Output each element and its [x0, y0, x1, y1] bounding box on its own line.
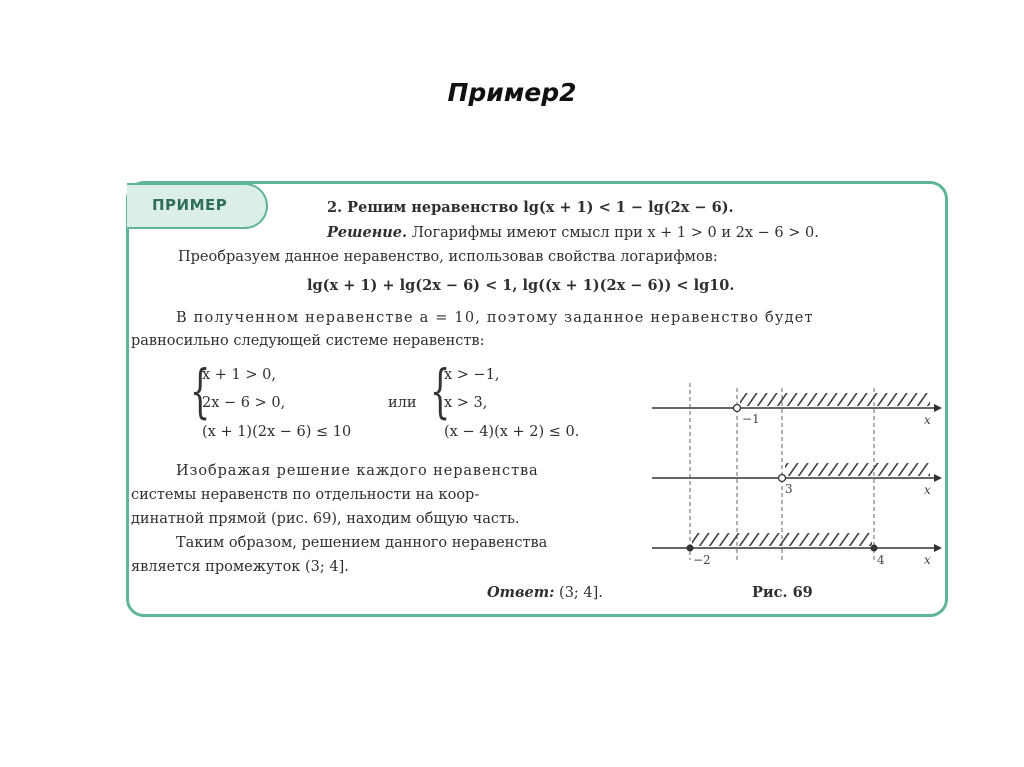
transform-text: Преобразуем данное неравенство, использовав свойства логарифмов:	[178, 249, 718, 265]
label-4: 4	[877, 553, 885, 567]
hatch-line-3	[692, 533, 872, 546]
axis-arrow-1	[934, 404, 942, 412]
axis-x-label-3: x	[924, 553, 931, 567]
closed-point-4	[871, 545, 878, 552]
problem-statement: 2. Решим неравенство lg(x + 1) < 1 − lg(2x − 6).	[327, 199, 734, 216]
hatch-line-2	[785, 463, 930, 476]
explanation-line-5: является промежуток (3; 4].	[131, 559, 349, 575]
system2-row-2: x > 3,	[444, 395, 488, 411]
system2-row-3: (x − 4)(x + 2) ≤ 0.	[444, 424, 580, 440]
brace-system-2: {	[430, 357, 451, 425]
label-3: 3	[785, 482, 793, 496]
system1-row-2: 2x − 6 > 0,	[202, 395, 286, 411]
hatch-line-1	[740, 393, 930, 406]
axis-arrow-2	[934, 474, 942, 482]
system1-row-3: (x + 1)(2x − 6) ≤ 10	[202, 424, 352, 440]
or-word: или	[388, 395, 417, 411]
explanation-line-1: Изображая решение каждого неравенства	[176, 463, 539, 479]
example-badge-label: ПРИМЕР	[152, 196, 228, 214]
axis-x-label-1: x	[924, 413, 931, 427]
figure-caption: Рис. 69	[752, 584, 813, 601]
answer-label: Ответ:	[487, 584, 555, 601]
label-minus-2: −2	[693, 553, 711, 567]
axis-arrow-3	[934, 544, 942, 552]
solution-text: Логарифмы имеют смысл при x + 1 > 0 и 2x − 6 > 0.	[411, 225, 819, 241]
closed-point-minus-2	[687, 545, 694, 552]
open-point-3	[779, 475, 786, 482]
base-line-2: равносильно следующей системе неравенств:	[131, 333, 485, 349]
open-point-minus-1	[734, 405, 741, 412]
solution-label: Решение.	[327, 224, 408, 241]
brace-system-1: {	[190, 357, 211, 425]
explanation-line-4: Таким образом, решением данного неравенства	[176, 535, 548, 551]
label-minus-1: −1	[742, 412, 760, 426]
base-line-1: В полученном неравенстве a = 10, поэтому заданное неравенство будет	[176, 310, 814, 326]
explanation-line-3: динатной прямой (рис. 69), находим общую часть.	[131, 511, 520, 527]
answer-value: (3; 4].	[559, 585, 603, 601]
system2-row-1: x > −1,	[444, 367, 500, 383]
axis-x-label-2: x	[924, 483, 931, 497]
transformed-inequality: lg(x + 1) + lg(2x − 6) < 1, lg((x + 1)(2x − 6)) < lg10.	[307, 277, 735, 294]
slide-title: Пример2	[447, 78, 577, 107]
explanation-line-2: системы неравенств по отдельности на коор-	[131, 487, 480, 503]
system1-row-1: x + 1 > 0,	[202, 367, 276, 383]
